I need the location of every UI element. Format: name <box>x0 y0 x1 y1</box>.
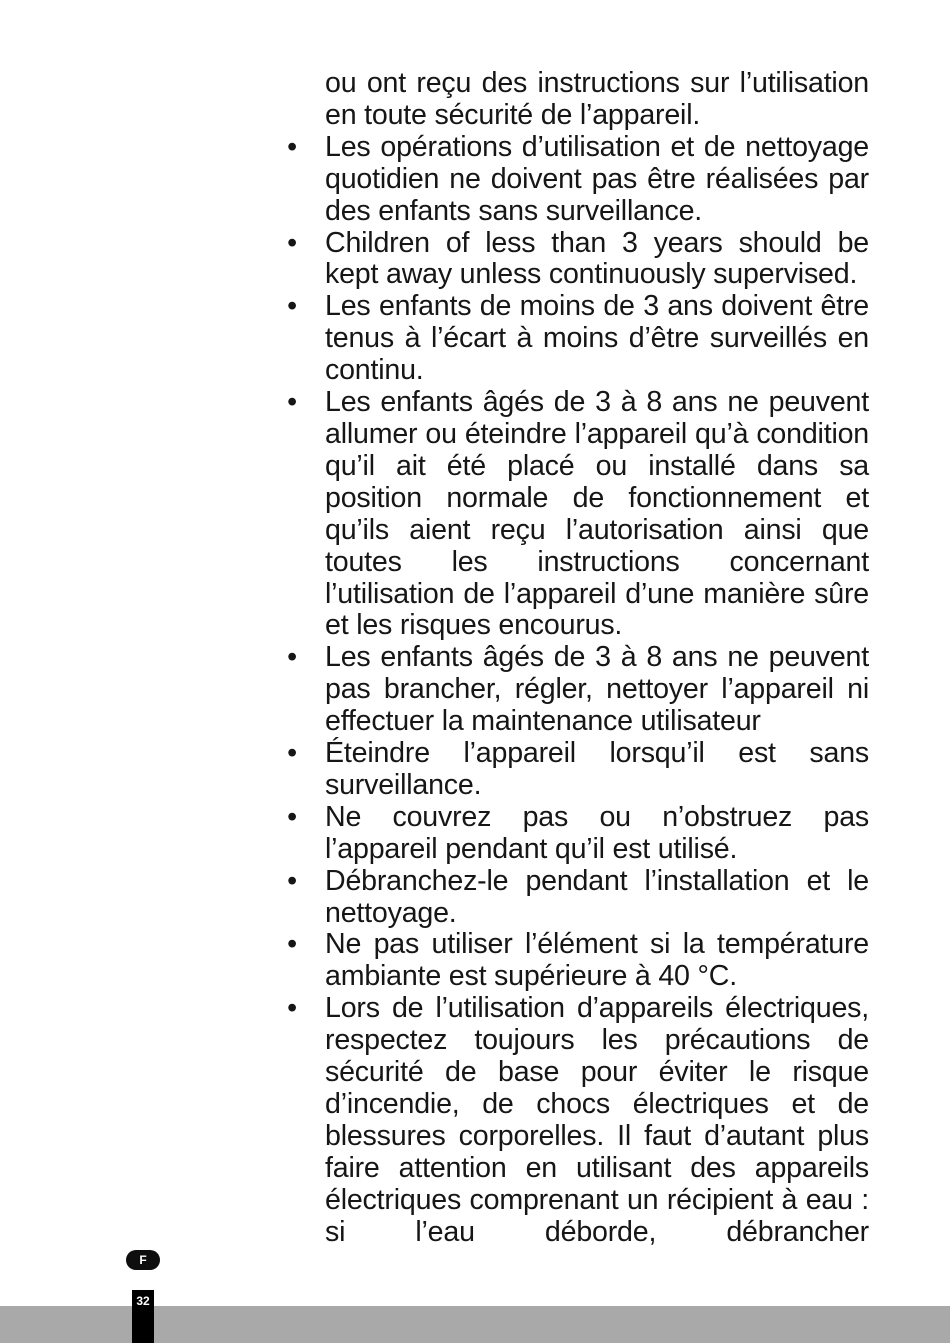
list-item <box>287 641 869 738</box>
bullet-icon: • <box>287 800 297 833</box>
instructions-content <box>287 67 869 1249</box>
bullet-icon: • <box>287 737 297 770</box>
list-item <box>287 864 869 930</box>
list-item <box>287 800 869 866</box>
list-item <box>287 130 869 228</box>
list-item-text: Ne pas utiliser l’élément si la température ambiante est supérieure à 40 °C. <box>325 928 869 993</box>
list-item <box>287 386 869 642</box>
list-item-text: Les enfants de moins de 3 ans doivent être tenus à l’écart à moins d’être surveillés en continu. <box>325 290 869 387</box>
list-item-text: Lors de l’utilisation d’appareils électriques, respectez toujours les précautions de sécurité de base pour éviter le risque d’incendie, de chocs électriques et de blessures corporelles. Il faut d’autant plus faire attention en utilisant des appareils électriques comprenant un récipient à eau : si l’eau déborde, débrancher <box>325 992 869 1248</box>
bullet-icon: • <box>287 226 297 259</box>
page-number: 32 <box>132 1290 154 1343</box>
bullet-icon: • <box>287 992 297 1025</box>
bullet-icon: • <box>287 130 297 163</box>
list-item-text: Les opérations d’utilisation et de nettoyage quotidien ne doivent pas être réalisées par des enfants sans surveillance. <box>325 130 869 227</box>
list-item <box>287 992 869 1248</box>
bullet-icon: • <box>287 290 297 323</box>
language-badge: F <box>126 1250 160 1270</box>
safety-bullet-list <box>287 130 869 1249</box>
list-item-text: Débranchez-le pendant l’installation et le nettoyage. <box>325 864 869 929</box>
intro-paragraph: ou ont reçu des instructions sur l’utilisation en toute sécurité de l’appareil. <box>325 67 869 131</box>
bullet-icon: • <box>287 641 297 674</box>
bullet-icon: • <box>287 928 297 961</box>
bullet-icon: • <box>287 386 297 419</box>
list-item-text: Éteindre l’appareil lorsqu’il est sans surveillance. <box>325 737 869 801</box>
bullet-icon: • <box>287 864 297 897</box>
list-item-text: Children of less than 3 years should be kept away unless continuously supervised. <box>325 226 869 291</box>
list-item <box>287 928 869 993</box>
list-item-text: Les enfants âgés de 3 à 8 ans ne peuvent allumer ou éteindre l’appareil qu’à condition qu’il ait été placé ou installé dans sa position normale de fonctionnement et qu’ils aient reçu l’autorisation ainsi que toutes les instructions concernant l’utilisation de l’appareil d’une manière sûre et les risques encourus. <box>325 386 869 642</box>
list-item-text: Les enfants âgés de 3 à 8 ans ne peuvent pas brancher, régler, nettoyer l’appareil ni effectuer la maintenance utilisateur <box>325 641 869 738</box>
list-item <box>287 226 869 292</box>
list-item <box>287 737 869 802</box>
list-item <box>287 290 869 387</box>
list-item-text: Ne couvrez pas ou n’obstruez pas l’appareil pendant qu’il est utilisé. <box>325 800 869 865</box>
